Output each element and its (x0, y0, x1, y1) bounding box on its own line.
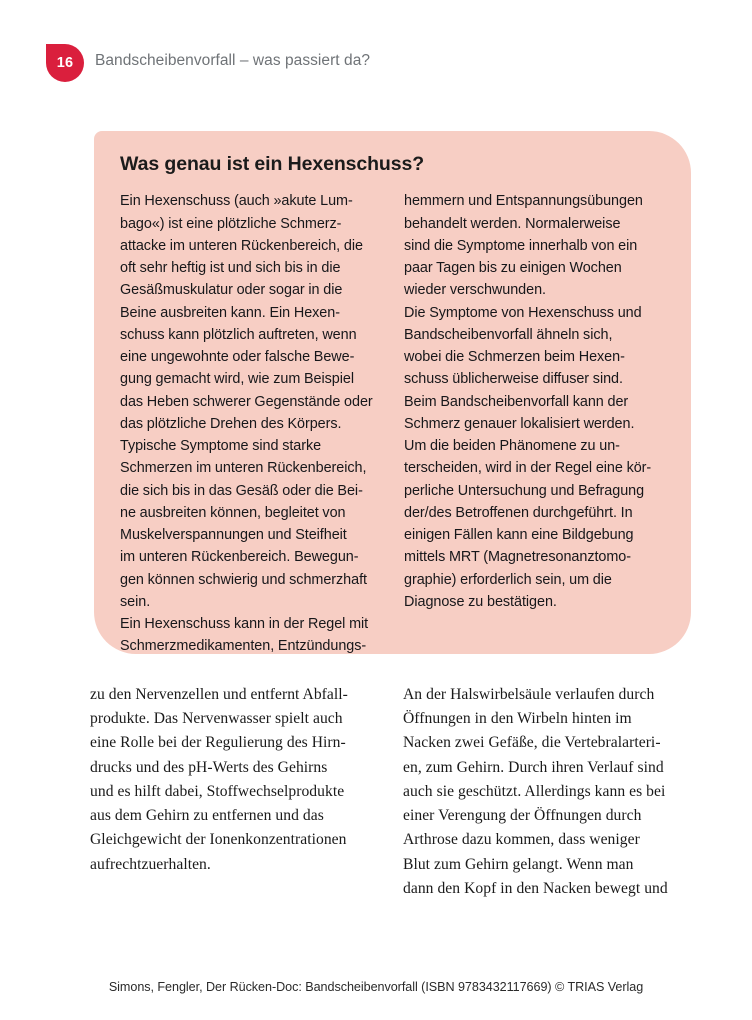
highlight-text-right: hemmern und Entspannungsübungen behandelt werden. Normalerweise sind die Symptome innerhalb von ein paar Tagen bis zu einigen Wochen wieder verschwunden. Die Symptome von Hexenschuss und Bandscheibenvorfall ähneln sich, wobei die Schmerzen beim Hexen- schuss üblicherweise diffuser sind. Beim Bandscheibenvorfall kann der Schmerz genauer lokalisiert werden. Um die beiden Phänomene zu un- terscheiden, wird in der Regel eine kör- perliche Untersuchung und Befragung der/des Betroffenen durchgeführt. In einigen Fällen kann eine Bildgebung mittels MRT (Magnetresonanztomo- graphie) erforderlich sein, um die Diagnose zu bestätigen. (404, 193, 652, 610)
highlight-text-left: Ein Hexenschuss (auch »akute Lum- bago«) ist eine plötzliche Schmerz- attacke im unteren Rückenbereich, die oft sehr heftig ist und sich bis in die Gesäßmuskulatur oder sogar in die Beine ausbreiten kann. Ein Hexen- schuss kann plötzlich auftreten, wenn eine ungewohnte oder falsche Bewe- gung gemacht wird, wie zum Beispiel das Heben schwerer Gegenstände oder das plötzliche Drehen des Körpers. Typische Symptome sind starke Schmerzen im unteren Rückenbereich, die sich bis in das Gesäß oder die Bei- ne ausbreiten können, begleitet von Muskelverspannungen und Steifheit im unteren Rückenbereich. Bewegun- gen können schwierig und schmerzhaft sein. Ein Hexenschuss kann in der Regel mit Schmerzmedikamenten, Entzündungs- (120, 193, 373, 655)
page-number-badge: 16 (46, 44, 84, 82)
highlight-column-left (120, 190, 379, 657)
body-columns (90, 683, 690, 901)
highlight-box (94, 131, 691, 654)
page-footer (0, 978, 752, 996)
highlight-box-columns (120, 190, 663, 657)
body-column-left (90, 683, 377, 901)
footer-copyright-text: Simons, Fengler, Der Rücken-Doc: Bandscheibenvorfall (ISBN 9783432117669) © TRIAS Verlag (108, 980, 644, 994)
chapter-title: Bandscheibenvorfall – was passiert da? (95, 52, 371, 69)
highlight-box-heading: Was genau ist ein Hexenschuss? (120, 153, 425, 175)
body-text-left: zu den Nervenzellen und entfernt Abfall- produkte. Das Nervenwasser spielt auch eine Rolle bei der Regulierung des Hirn- drucks und des pH-Werts des Gehirns und es hilft dabei, Stoffwechselprodukte aus dem Gehirn zu entfernen und das Gleichgewicht der Ionenkonzentrationen aufrechtzuerhalten. (90, 686, 348, 873)
running-head (0, 0, 752, 110)
body-column-right (403, 683, 690, 901)
body-text-right: An der Halswirbelsäule verlaufen durch Öffnungen in den Wirbeln hinten im Nacken zwei Gefäße, die Vertebralarteri- en, zum Gehirn. Durch ihren Verlauf sind auch sie geschützt. Allerdings kann es bei einer Verengung der Öffnungen durch Arthrose dazu kommen, dass weniger Blut zum Gehirn gelangt. Wenn man dann den Kopf in den Nacken bewegt und (403, 686, 668, 897)
highlight-column-right (404, 190, 663, 657)
